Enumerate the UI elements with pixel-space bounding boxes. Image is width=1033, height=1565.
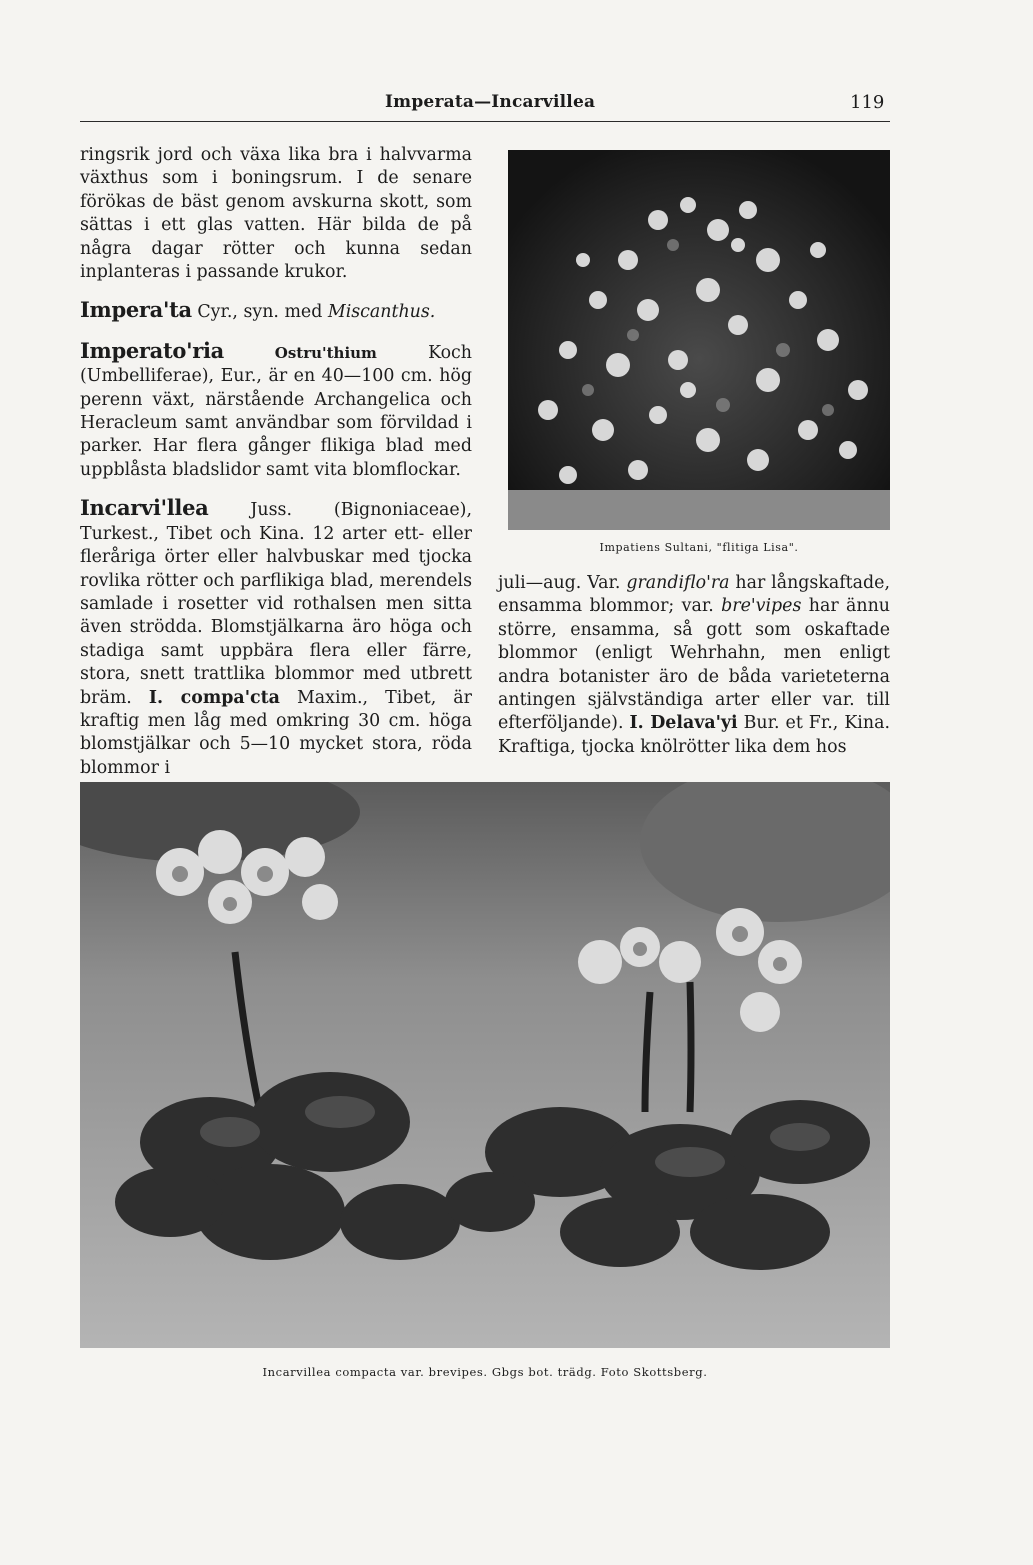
entry-imperatoria	[80, 339, 472, 482]
incarvillea-text: Juss. (Bignoniaceae), Turkest., Tibet och Kina. 12 arter ett- eller fleråriga örter eller halvbuskar med tjocka rovlika rötter och parflikiga blad, merendels samlade i rosetter vid rothalsen men sitta även strödda. Blomstjälkarna äro höga och stadiga samt uppbära flera eller färre, stora, snett trattlika blommor med utbrett bräm.	[80, 500, 472, 708]
headword-incarvillea: Incarvi'llea	[80, 495, 209, 521]
entry-incarvillea	[80, 496, 472, 780]
incarvillea-caption: Incarvillea compacta var. brevipes. Gbgs bot. trädg. Foto Skottsberg.	[262, 1365, 708, 1379]
species-delavayi: I. Delava'yi	[629, 713, 738, 734]
intro-paragraph: ringsrik jord och växa lika bra i halvvarma växthus som i boningsrum. I de senare förökas de bäst genom avskurna skott, som sättas i ett glas vatten. Här bilda de på några dagar rötter och kunna sedan inplanteras i passande krukor.	[80, 145, 472, 283]
species-compacta: I. compa'cta	[148, 687, 280, 708]
impatiens-photo	[508, 150, 890, 530]
variety-grandiflora: grandiflo'ra	[626, 573, 730, 593]
right-text-2: har långskaftade, ensamma blommor; var.	[498, 573, 890, 617]
right-text-1: juli—aug. Var.	[498, 573, 627, 593]
imperatoria-text: Koch (Umbelliferae), Eur., är en 40—100 cm. hög perenn växt, närstående Archangelica och Heracleum samt användbar som förvildad i parker. Har flera gånger flikiga blad med uppblåsta bladslidor samt vita blomflockar.	[80, 342, 473, 480]
headword-imperata: Impera'ta	[80, 297, 192, 323]
right-column	[498, 572, 890, 759]
imperata-author: Cyr., syn. med	[191, 302, 328, 323]
left-column	[80, 144, 472, 780]
incarvillea-photo-illustration	[80, 782, 890, 1348]
right-paragraph	[498, 572, 890, 759]
right-text-4: Bur. et Fr., Kina. Kraftiga, tjocka knölrötter lika dem hos	[498, 713, 890, 757]
headword-imperatoria: Imperato'ria	[80, 337, 224, 363]
impatiens-photo-illustration	[508, 150, 890, 530]
impatiens-caption: Impatiens Sultani, "flitiga Lisa".	[599, 541, 799, 554]
variety-brevipes: bre'vipes	[721, 596, 802, 617]
running-header-title: Imperata—Incarvillea	[385, 92, 596, 112]
header-rule	[80, 121, 890, 122]
right-text-3: har ännu större, ensamma, så gott som oskaftade blommor (enligt Wehrhahn, men enligt andra botanister äro de båda varieteterna antingen självständiga arter eller var. till efterföljande).	[498, 596, 890, 734]
compacta-text: Maxim., Tibet, är kraftig men låg med omkring 30 cm. höga blomstjälkar och 5—10 mycket stora, röda blommor i	[80, 687, 472, 778]
imperata-synonym: Miscanthus.	[327, 302, 436, 323]
incarvillea-photo	[80, 782, 890, 1348]
entry-imperata	[80, 298, 472, 324]
species-ostruthium: Ostru'thium	[223, 343, 377, 362]
page-number: 119	[850, 92, 885, 113]
